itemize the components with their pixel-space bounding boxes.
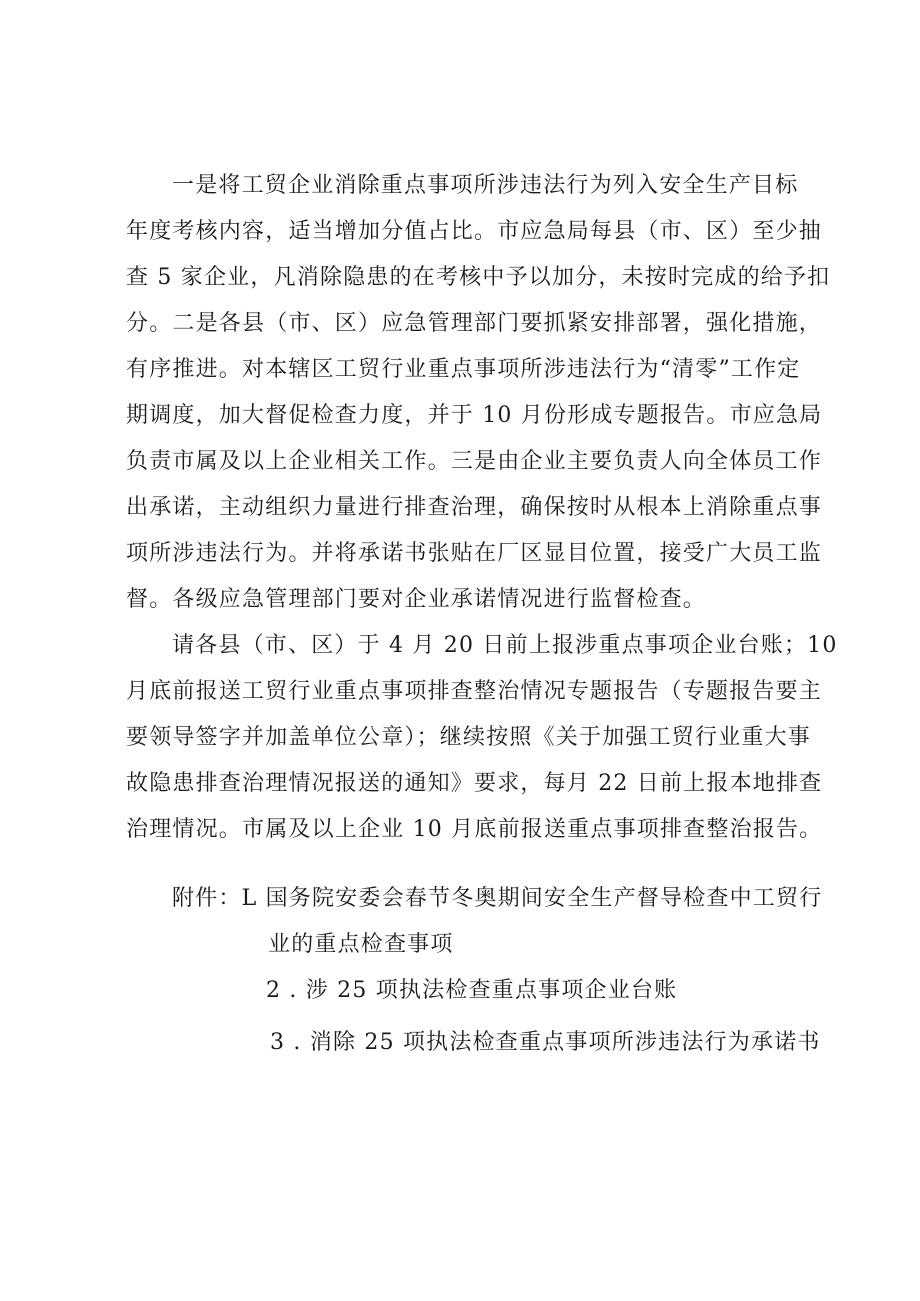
paragraph1-line-10: 督。各级应急管理部门要对企业承诺情况进行监督检查。 xyxy=(126,587,707,612)
paragraph2-line-4: 故隐患排查治理情况报送的通知》要求，每月 22 日前上报本地排查 xyxy=(126,771,823,796)
paragraph1-line-4: 分。二是各县（市、区）应急管理部门要抓紧安排部署，强化措施， xyxy=(126,311,823,336)
paragraph1-line-1: 一是将工贸企业消除重点事项所涉违法行为列入安全生产目标 xyxy=(172,173,799,198)
paragraph1-line-2: 年度考核内容，适当增加分值占比。市应急局每县（市、区）至少抽 xyxy=(126,219,823,244)
paragraph1-line-9: 项所涉违法行为。并将承诺书张贴在厂区显目位置，接受广大员工监 xyxy=(126,541,823,566)
paragraph2-line-1: 请各县（市、区）于 4 月 20 日前上报涉重点事项企业台账；10 xyxy=(172,633,838,658)
paragraph2-line-2: 月底前报送工贸行业重点事项排查整治情况专题报告（专题报告要主 xyxy=(126,679,823,704)
paragraph1-line-7: 负责市属及以上企业相关工作。三是由企业主要负责人向全体员工作 xyxy=(126,449,823,474)
paragraph1-line-8: 出承诺，主动组织力量进行排查治理，确保按时从根本上消除重点事 xyxy=(126,495,823,520)
paragraph2-line-5: 治理情况。市属及以上企业 10 月底前报送重点事项排查整治报告。 xyxy=(126,817,823,842)
attachment-line-1: 附件：L 国务院安委会春节冬奥期间安全生产督导检查中工贸行 xyxy=(172,886,823,911)
attachment-item-3: 3 . 消除 25 项执法检查重点事项所涉违法行为承诺书 xyxy=(270,1030,821,1055)
attachment-line-1-continued: 业的重点检查事项 xyxy=(268,932,454,957)
paragraph1-line-6: 期调度，加大督促检查力度，并于 10 月份形成专题报告。市应急局 xyxy=(126,403,823,428)
paragraph1-line-5: 有序推进。对本辖区工贸行业重点事项所涉违法行为“清零”工作定 xyxy=(126,357,801,382)
paragraph1-line-3: 查 5 家企业，凡消除隐患的在考核中予以加分，未按时完成的给予扣 xyxy=(126,265,831,290)
paragraph2-line-3: 要领导签字并加盖单位公章）；继续按照《关于加强工贸行业重大事 xyxy=(126,725,812,750)
attachment-item-2: 2 . 涉 25 项执法检查重点事项企业台账 xyxy=(266,978,678,1003)
